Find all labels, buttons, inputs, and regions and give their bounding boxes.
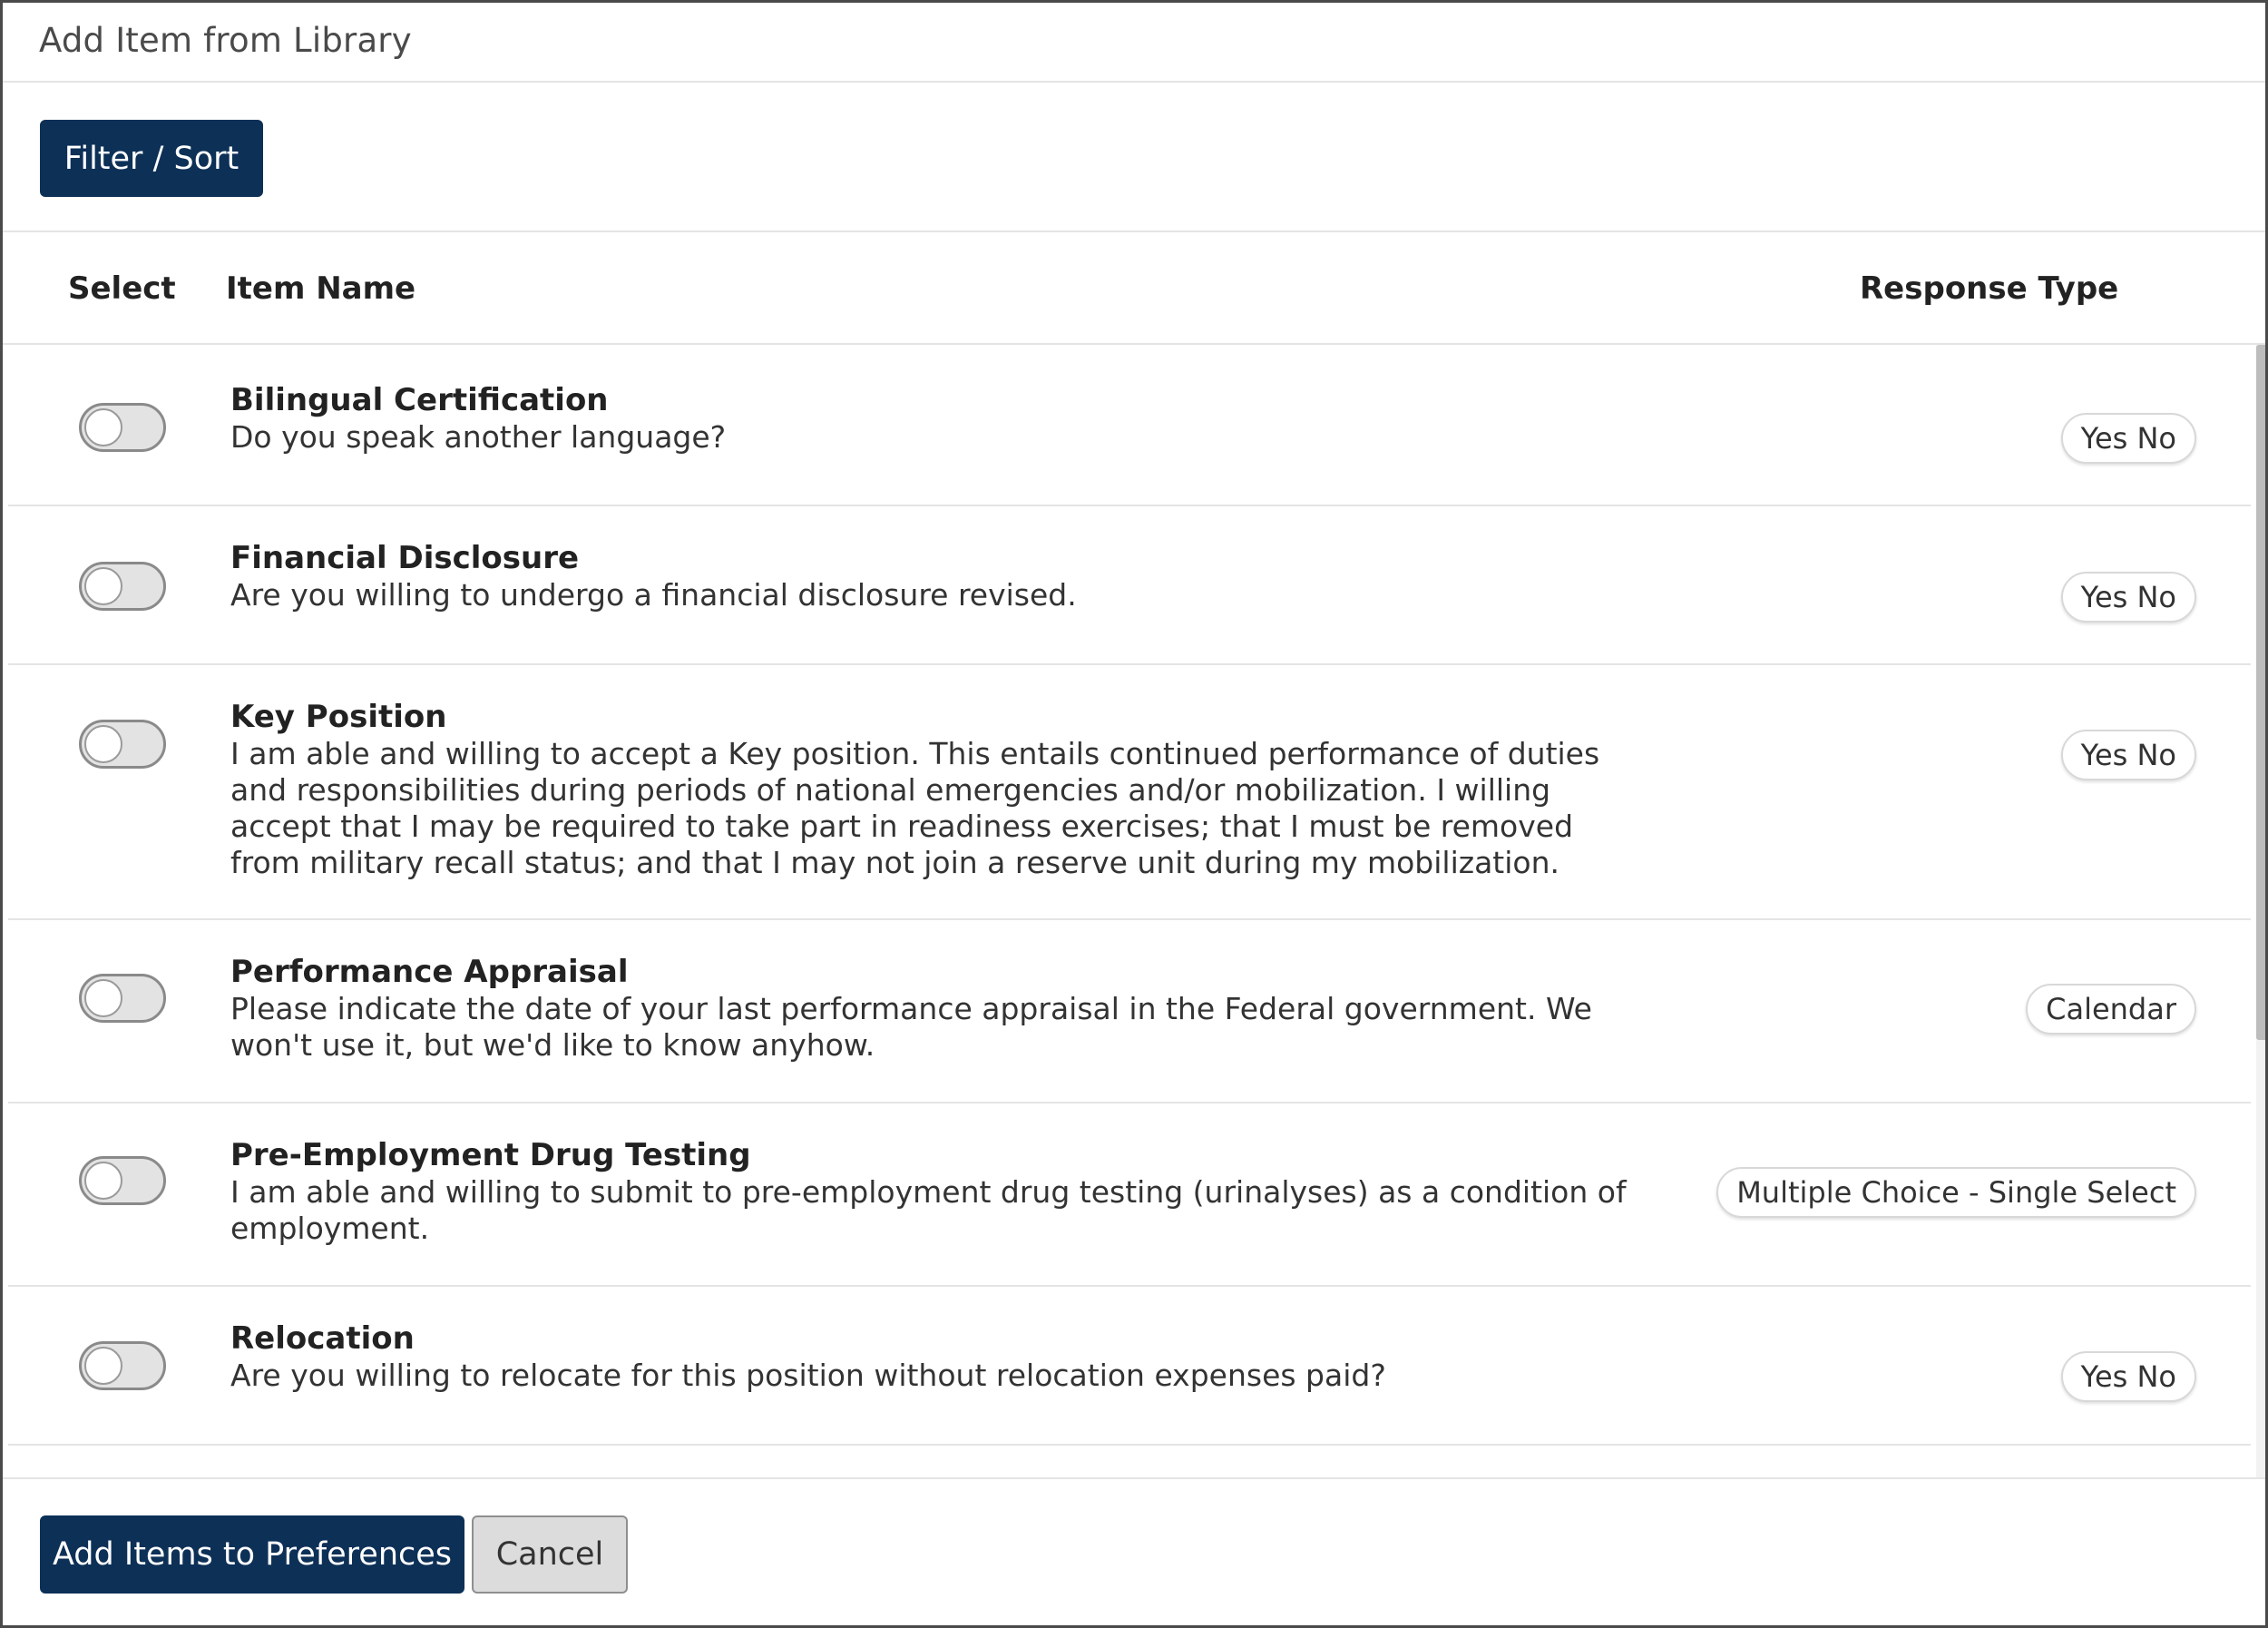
response-type-badge: Multiple Choice - Single Select [1716, 1167, 2196, 1218]
select-toggle[interactable] [79, 1156, 166, 1205]
item-name: Financial Disclosure [230, 540, 580, 576]
item-text [230, 539, 1646, 613]
item-name: Bilingual Certification [230, 382, 609, 418]
dialog-title: Add Item from Library [39, 21, 412, 60]
toolbar [3, 83, 2265, 232]
column-header-select: Select [68, 270, 176, 307]
item-description: Are you willing to undergo a financial disclosure revised. [230, 577, 1077, 613]
response-type-badge: Yes No [2061, 572, 2196, 623]
item-text [230, 953, 1646, 1064]
item-description: I am able and willing to submit to pre-employment drug testing (urinalyses) as a condition of employment. [230, 1174, 1627, 1246]
toggle-knob [84, 408, 122, 446]
filter-sort-button[interactable]: Filter / Sort [40, 120, 263, 197]
toggle-knob [84, 567, 122, 605]
item-description: Please indicate the date of your last performance appraisal in the Federal government. We won't use it, but we'd like to know anyhow. [230, 991, 1592, 1063]
item-name: Performance Appraisal [230, 954, 629, 990]
toggle-knob [84, 1347, 122, 1385]
item-list [3, 345, 2256, 1479]
toggle-knob [84, 979, 122, 1017]
dialog-footer [3, 1477, 2265, 1628]
toggle-knob [84, 725, 122, 763]
column-header-item-name: Item Name [226, 270, 416, 307]
table-row [8, 665, 2251, 920]
select-toggle[interactable] [79, 720, 166, 769]
column-header-response-type: Response Type [1860, 270, 2119, 307]
toggle-knob [84, 1162, 122, 1200]
table-row [8, 1103, 2251, 1287]
response-type-badge: Yes No [2061, 730, 2196, 780]
item-text [230, 381, 1646, 456]
table-row [8, 506, 2251, 665]
table-row [8, 920, 2251, 1103]
item-description: Are you willing to relocate for this position without relocation expenses paid? [230, 1358, 1386, 1393]
item-name: Pre-Employment Drug Testing [230, 1137, 751, 1173]
item-description: Do you speak another language? [230, 419, 727, 455]
select-toggle[interactable] [79, 403, 166, 452]
table-row [8, 1287, 2251, 1446]
item-text [230, 1136, 1646, 1247]
scrollbar-thumb[interactable] [2256, 345, 2268, 1040]
scrollbar[interactable] [2256, 345, 2268, 1479]
select-toggle[interactable] [79, 562, 166, 611]
table-header [3, 232, 2265, 345]
response-type-badge: Yes No [2061, 413, 2196, 464]
select-toggle[interactable] [79, 974, 166, 1023]
add-items-button[interactable]: Add Items to Preferences [40, 1515, 464, 1594]
select-toggle[interactable] [79, 1341, 166, 1390]
cancel-button[interactable]: Cancel [472, 1515, 628, 1594]
item-text [230, 698, 1646, 881]
item-name: Relocation [230, 1320, 415, 1357]
item-text [230, 1319, 1646, 1394]
response-type-badge: Yes No [2061, 1351, 2196, 1402]
item-name: Key Position [230, 699, 447, 735]
dialog-header [3, 3, 2265, 83]
response-type-badge: Calendar [2026, 984, 2196, 1035]
item-description: I am able and willing to accept a Key position. This entails continued performance of duties and responsibilities during periods of national emergencies and/or mobilization. I willing accept that I may be required to take part in readiness exercises; that I must be removed from military recall status; and that I may not join a reserve unit during my mobilization. [230, 736, 1600, 880]
table-row [8, 345, 2251, 506]
